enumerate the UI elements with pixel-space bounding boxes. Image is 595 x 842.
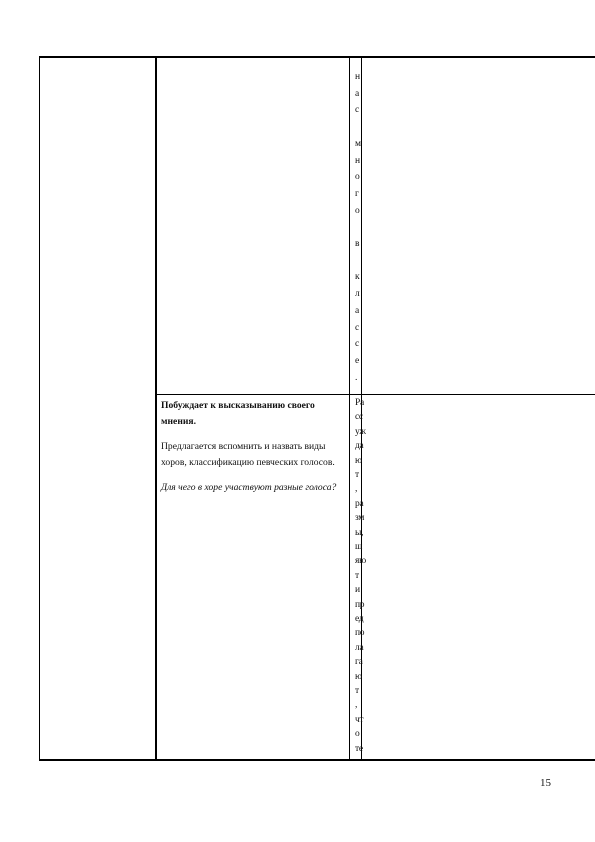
table-left-border (39, 56, 40, 761)
cell-question: Для чего в хоре участвуют разные голоса? (161, 482, 337, 493)
lower-fragment-3: да (355, 441, 364, 452)
upper-letter-1: а (355, 88, 359, 99)
cell-paragraph: Предлагается вспомнить и назвать виды хоров, классификацию певческих голосов. (161, 441, 335, 468)
upper-letter-16: с (355, 339, 359, 350)
lower-fragment-1: сс (355, 412, 363, 423)
lower-fragment-18: га (355, 657, 363, 668)
lower-fragment-4: ю (355, 455, 362, 466)
upper-letter-13: л (355, 289, 360, 300)
lower-fragment-16: по (355, 628, 365, 639)
upper-letter-6: о (355, 172, 360, 183)
lower-fragment-14: пр (355, 599, 365, 610)
lower-fragment-19: ю (355, 671, 362, 682)
lower-fragment-21: , (355, 700, 358, 711)
lower-fragment-13: и (355, 585, 360, 596)
column-divider-2 (349, 56, 350, 761)
lower-fragment-6: , (355, 484, 358, 495)
lower-fragment-11: яю (355, 556, 366, 567)
lower-fragment-24: те (355, 743, 363, 754)
upper-letter-7: г (355, 188, 359, 199)
column-divider-1 (155, 56, 157, 761)
upper-letter-15: с (355, 322, 359, 333)
lower-fragment-2: уж (355, 426, 366, 437)
lower-row-text-cell (161, 398, 346, 496)
lower-fragment-0: Ра (355, 398, 364, 408)
upper-letter-4: м (355, 138, 361, 149)
cell-heading: Побуждает к высказыванию своего мнения. (161, 400, 315, 427)
upper-letter-8: о (355, 205, 360, 216)
table-bottom-border (39, 759, 595, 761)
lower-fragment-8: зм (355, 513, 365, 524)
row-divider (155, 394, 595, 395)
lower-fragment-22: чт (355, 714, 364, 725)
lower-fragment-12: т (355, 570, 359, 581)
upper-letter-17: е (355, 355, 359, 366)
upper-letter-2: с (355, 105, 359, 116)
upper-letter-0: н (355, 72, 360, 82)
lower-fragment-15: ед (355, 614, 364, 624)
upper-letter-5: н (355, 155, 360, 166)
table-top-border (39, 56, 595, 58)
lower-fragment-10: ш (355, 542, 363, 552)
lower-fragment-20: т (355, 686, 359, 696)
upper-letter-14: а (355, 305, 359, 316)
lower-fragment-17: ла (355, 642, 364, 653)
page-number: 15 (540, 777, 551, 789)
lower-fragment-23: о (355, 729, 360, 740)
lower-fragment-7: ра (355, 498, 364, 509)
upper-letter-10: в (355, 239, 360, 249)
lower-vertical-text (355, 399, 367, 759)
upper-vertical-text (355, 73, 367, 393)
lower-fragment-9: ы, (355, 527, 364, 538)
lower-fragment-5: т (355, 470, 359, 480)
upper-letter-12: к (355, 272, 360, 283)
upper-letter-18: . (355, 372, 358, 383)
